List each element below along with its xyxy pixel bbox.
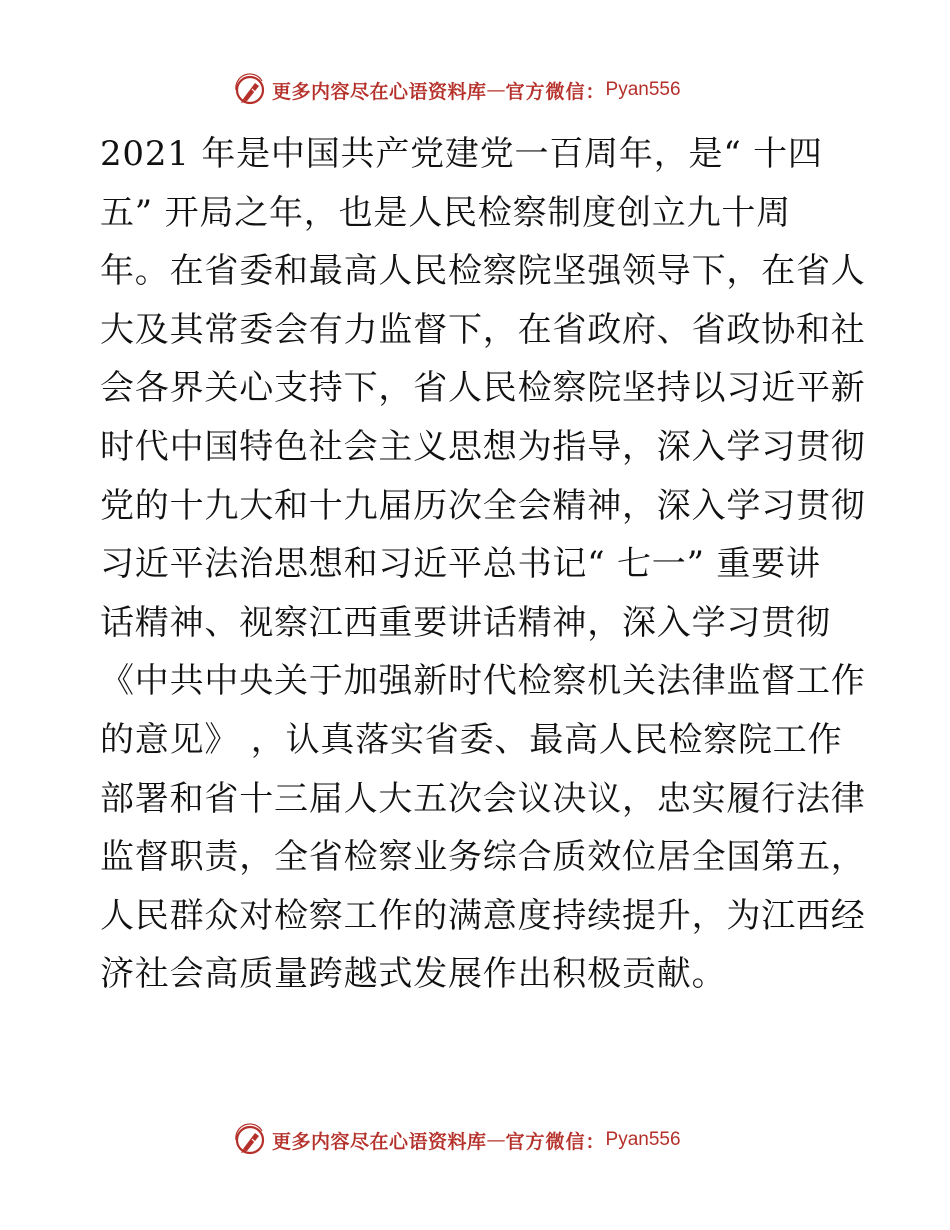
paragraph-line: 部署和省十三届人大五次会议决议，忠实履行法律 (100, 778, 866, 819)
banner-dash: — (486, 1129, 506, 1151)
paragraph-line: 会各界关心支持下，省人民检察院坚持以习近平新 (100, 368, 866, 409)
banner-wechat-label: 官方微信： (505, 1130, 606, 1153)
banner-wechat-id: Pyan556 (605, 1129, 681, 1150)
paragraph-line: 五” 开局之年，也是人民检察制度创立九十周 (100, 192, 791, 233)
pen-nib-logo-icon (232, 1122, 268, 1158)
paragraph-line: 年。在省委和最高人民检察院坚强领导下，在省人 (100, 251, 866, 292)
paragraph-line: 党的十九大和十九届历次全会精神，深入学习贯彻 (100, 485, 866, 526)
paragraph-line: 2021 年是中国共产党建党一百周年，是“ 十四 (100, 134, 823, 174)
paragraph-line: 的意见》 ，认真落实省委、最高人民检察院工作 (100, 719, 843, 760)
paragraph-line: 济社会高质量跨越式发展作出积极贡献。 (100, 954, 727, 995)
paragraph-line: 大及其常委会有力监督下，在省政府、省政协和社 (100, 309, 866, 350)
footer-watermark-banner (232, 1120, 722, 1160)
pen-nib-logo-icon (232, 72, 268, 108)
paragraph-line: 人民群众对检察工作的满意度持续提升，为江西经 (100, 895, 866, 936)
paragraph-line: 《中共中央关于加强新时代检察机关法律监督工作 (100, 661, 866, 702)
banner-dash: — (486, 79, 506, 101)
paragraph-line: 监督职责，全省检察业务综合质效位居全国第五， (100, 837, 866, 878)
banner-main-text: 更多内容尽在心语资料库 (272, 1130, 487, 1153)
banner-wechat-label: 官方微信： (505, 80, 606, 103)
header-watermark-banner (232, 70, 722, 110)
banner-wechat-id: Pyan556 (605, 79, 681, 100)
paragraph-line: 习近平法治思想和习近平总书记“ 七一” 重要讲 (100, 544, 821, 585)
paragraph-line: 话精神、视察江西重要讲话精神，深入学习贯彻 (100, 602, 831, 643)
document-paragraph (100, 125, 866, 1004)
banner-main-text: 更多内容尽在心语资料库 (272, 80, 487, 103)
paragraph-line: 时代中国特色社会主义思想为指导，深入学习贯彻 (100, 426, 866, 467)
